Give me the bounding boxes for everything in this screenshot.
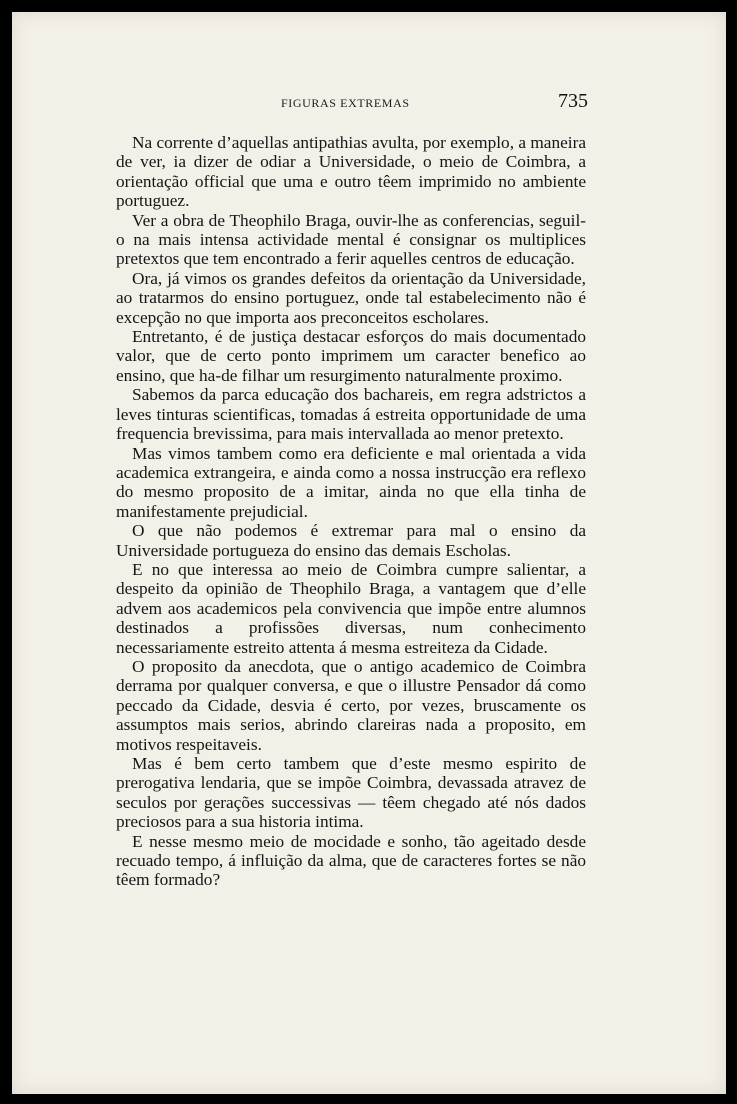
paragraph: E no que interessa ao meio de Coimbra cumpre salientar, a despeito da opinião de Theophilo Braga, a vantagem que d’elle advem aos academicos pela convivencia que impõe entre alumnos destinados a profissões diversas, num conhecimento necessariamente estreito attenta á mesma estreiteza da Cidade.: [116, 559, 586, 657]
paragraph: O proposito da anecdota, que o antigo academico de Coimbra derrama por qualquer conversa, e que o illustre Pensador dá como peccado da Cidade, desvia é certo, por vezes, bruscamente os assumptos mais serios, abrindo clareiras nada a proposito, em motivos respeitaveis.: [116, 656, 586, 754]
body-text: [116, 133, 586, 890]
paragraph: O que não podemos é extremar para mal o ensino da Universidade portugueza do ensino das demais Escholas.: [116, 521, 586, 560]
paragraph: Sabemos da parca educação dos bachareis, em regra adstrictos a leves tinturas scientificas, tomadas á estreita opportunidade de uma frequencia brevissima, para mais intervallada ao menor pretexto.: [116, 385, 586, 444]
paragraph: Mas é bem certo tambem que d’este mesmo espirito de prerogativa lendaria, que se impõe Coimbra, devassada atravez de seculos por gerações successivas — têem chegado até nós dados preciosos para a sua historia intima.: [116, 754, 586, 832]
paragraph: Entretanto, é de justiça destacar esforços do mais documentado valor, que de certo ponto imprimem um caracter benefico ao ensino, que ha-de filhar um resurgimento naturalmente proximo.: [116, 327, 586, 385]
paragraph: Na corrente d’aquellas antipathias avulta, por exemplo, a maneira de ver, ia dizer de odiar a Universidade, o meio de Coimbra, a orientação official que uma e outro têem imprimido no ambiente portuguez.: [116, 133, 586, 211]
running-title: FIGURAS EXTREMAS: [281, 96, 410, 110]
paragraph: Ora, já vimos os grandes defeitos da orientação da Universidade, ao tratarmos do ensino portuguez, onde tal estabelecimento não é excepção no que importa aos preconceitos escholares.: [116, 268, 586, 327]
page-number: 735: [558, 90, 588, 112]
paragraph: E nesse mesmo meio de mocidade e sonho, tão ageitado desde recuado tempo, á influição da alma, que de caracteres fortes se não têem formado?: [116, 831, 586, 890]
page-header: [12, 90, 726, 120]
paragraph: Ver a obra de Theophilo Braga, ouvir-lhe as conferencias, seguil-o na mais intensa actividade mental é consignar os multiplices pretextos que tem encontrado a ferir aquelles centros de educação.: [116, 210, 586, 269]
paragraph: Mas vimos tambem como era deficiente e mal orientada a vida academica extrangeira, e ainda como a nossa instrucção era reflexo do mesmo proposito de a imitar, ainda no que ella tinha de manifestamente prejudicial.: [116, 443, 586, 521]
book-page: [12, 12, 726, 1094]
